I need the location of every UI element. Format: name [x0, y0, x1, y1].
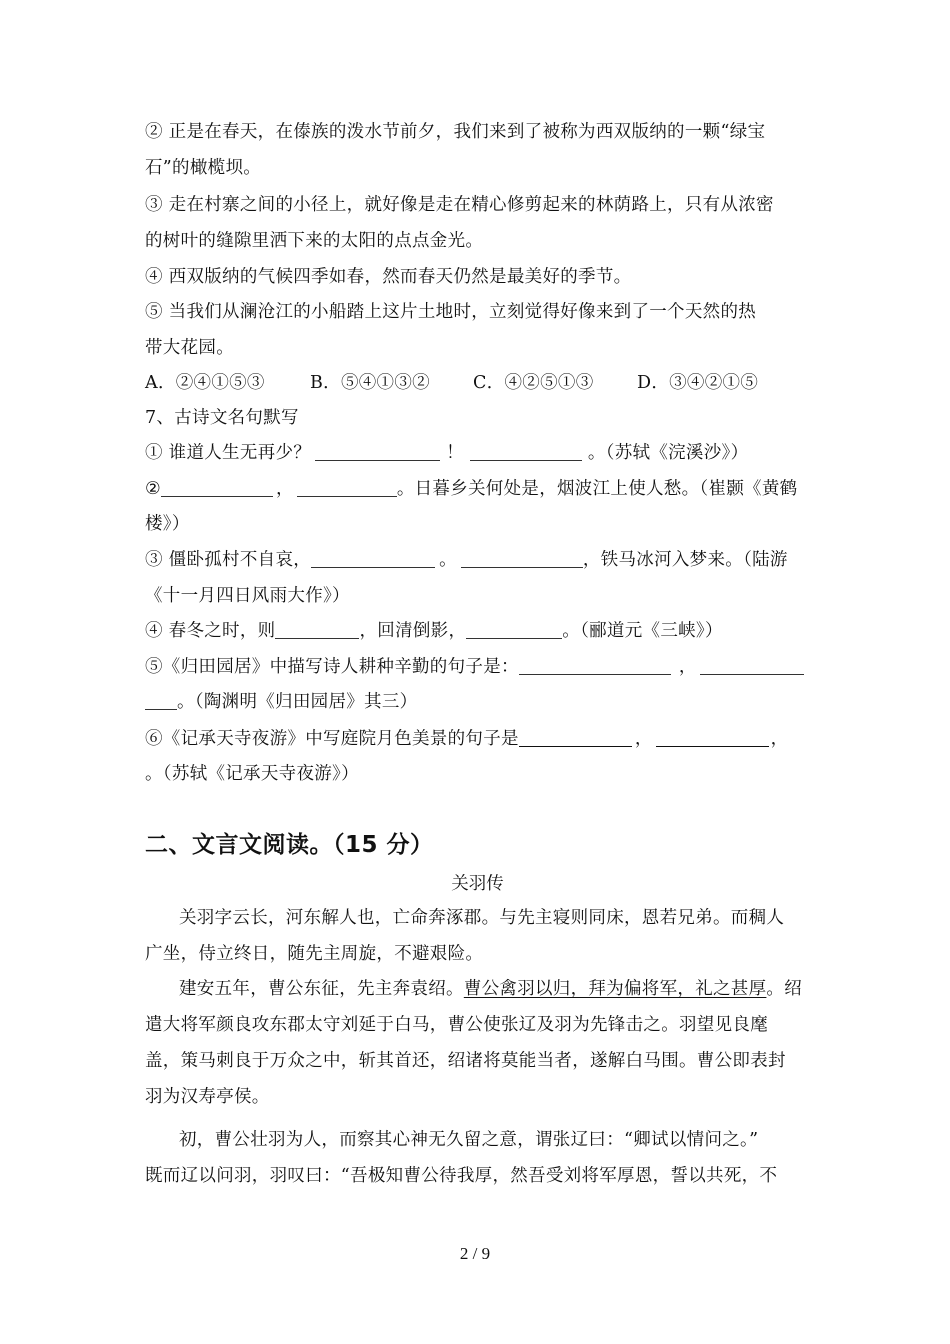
- answer-blank-1b[interactable]: [470, 443, 582, 461]
- q7-l6-text-b: ，: [634, 729, 653, 749]
- q7-l6-text-a: ⑥《记承天寺夜游》中写庭院月色美景的句子是: [145, 729, 519, 749]
- q7-l5-text-c: 。（陶渊明《归田园居》其三）: [177, 692, 418, 712]
- q7-line-4: [145, 619, 810, 643]
- q7-l5-text-a: ⑤《归田园居》中描写诗人耕种辛勤的句子是：: [145, 657, 519, 677]
- q7-line-5-cont: [145, 690, 810, 714]
- q7-l3-text-c: ，铁马冰河入梦来。（陆游: [582, 550, 788, 570]
- passage-p1-line-1: 关羽字云长，河东解人也，亡命奔涿郡。与先主寝则同床，恩若兄弟。而稠人: [179, 908, 785, 928]
- q7-l4-text-c: 。（郦道元《三峡》）: [562, 621, 723, 641]
- answer-blank-1a[interactable]: [315, 443, 440, 461]
- answer-blank-2b[interactable]: [297, 479, 397, 497]
- section-2-heading: 二、文言文阅读。（15 分）: [145, 832, 434, 858]
- passage-title: 关羽传: [451, 874, 504, 894]
- answer-blank-4b[interactable]: [466, 621, 562, 639]
- passage-p2-line-1: [145, 977, 810, 1001]
- answer-blank-6b[interactable]: [656, 729, 769, 747]
- q7-l2-text-c: 。日暮乡关何处是，烟波江上使人愁。（崔颢《黄鹤: [396, 479, 798, 499]
- item-3-line-2: 的树叶的缝隙里洒下来的太阳的点点金光。: [145, 231, 484, 251]
- q7-line-1: [145, 441, 810, 465]
- answer-blank-5b-cont[interactable]: [145, 692, 177, 710]
- q7-line-6: [145, 727, 810, 751]
- item-5-line-2: 带大花园。: [145, 338, 234, 358]
- q7-line-6-cont: 。（苏轼《记承天寺夜游》）: [145, 764, 359, 784]
- q7-l5-text-b: ，: [678, 657, 697, 677]
- passage-p1-line-2: 广坐，侍立终日，随先主周旋，不避艰险。: [145, 944, 484, 964]
- option-d[interactable]: D．③④②①⑤: [637, 373, 759, 393]
- q7-line-2: [145, 477, 810, 501]
- q7-l3-text-b: 。: [439, 550, 457, 570]
- q7-l4-text-b: ，回清倒影，: [359, 621, 467, 641]
- answer-options: [145, 371, 810, 395]
- passage-p2-line-3: 盖，策马刺良于万众之中，斩其首还，绍诸将莫能当者，遂解白马围。曹公即表封: [145, 1051, 786, 1071]
- q7-l2-text-b: ，: [276, 479, 294, 499]
- q7-line-3: [145, 548, 810, 572]
- q7-l6-text-c: ，: [770, 729, 789, 749]
- q7-l3-text-a: ③ 僵卧孤村不自哀，: [145, 550, 312, 570]
- passage-p2-line-4: 羽为汉寿亭侯。: [145, 1087, 270, 1107]
- question-7-title: 7、古诗文名句默写: [145, 408, 299, 428]
- q7-line-5: [145, 655, 810, 679]
- item-4: ④ 西双版纳的气候四季如春，然而春天仍然是最美好的季节。: [145, 267, 632, 287]
- passage-p3-line-2: 既而辽以问羽，羽叹曰：“吾极知曹公待我厚，然吾受刘将军厚恩，誓以共死，不: [145, 1166, 778, 1186]
- item-2-line-2: 石”的橄榄坝。: [145, 158, 262, 178]
- answer-blank-3b[interactable]: [461, 550, 583, 568]
- p2-text-b: 。绍: [766, 979, 803, 999]
- q7-line-2-cont: 楼》）: [145, 514, 190, 534]
- page-number: 2 / 9: [459, 1244, 491, 1263]
- item-2-line-1: ② 正是在春天，在傣族的泼水节前夕，我们来到了被称为西双版纳的一颗“绿宝: [145, 122, 766, 142]
- item-5-line-1: ⑤ 当我们从澜沧江的小船踏上这片土地时，立刻觉得好像来到了一个天然的热: [145, 302, 757, 322]
- item-3-line-1: ③ 走在村寨之间的小径上，就好像是走在精心修剪起来的林荫路上，只有从浓密: [145, 195, 774, 215]
- option-c[interactable]: C．④②⑤①③: [473, 373, 594, 393]
- p2-text-a: 建安五年，曹公东征，先主奔袁绍。: [179, 979, 464, 999]
- answer-blank-6a[interactable]: [519, 729, 632, 747]
- answer-blank-4a[interactable]: [275, 621, 359, 639]
- answer-blank-2a[interactable]: [161, 479, 273, 497]
- q7-l2-text-a: ②: [145, 479, 161, 499]
- underlined-sentence: 曹公禽羽以归，拜为偏将军，礼之甚厚: [463, 979, 767, 999]
- answer-blank-5a[interactable]: [519, 657, 671, 675]
- q7-l1-text-b: ！: [446, 443, 464, 463]
- passage-p3-line-1: 初，曹公壮羽为人，而察其心神无久留之意，谓张辽曰：“卿试以情问之。”: [179, 1130, 759, 1150]
- answer-blank-3a[interactable]: [311, 550, 435, 568]
- q7-l1-text-c: 。（苏轼《浣溪沙》）: [587, 443, 749, 463]
- q7-l1-text-a: ① 谁道人生无再少？: [145, 443, 312, 463]
- option-a[interactable]: A．②④①⑤③: [145, 373, 265, 393]
- option-b[interactable]: B．⑤④①③②: [310, 373, 430, 393]
- passage-p2-line-2: 遣大将军颜良攻东郡太守刘延于白马，曹公使张辽及羽为先锋击之。羽望见良麾: [145, 1015, 768, 1035]
- q7-l4-text-a: ④ 春冬之时，则: [145, 621, 276, 641]
- q7-line-3-cont: 《十一月四日风雨大作》）: [145, 586, 350, 606]
- answer-blank-5b[interactable]: [700, 657, 804, 675]
